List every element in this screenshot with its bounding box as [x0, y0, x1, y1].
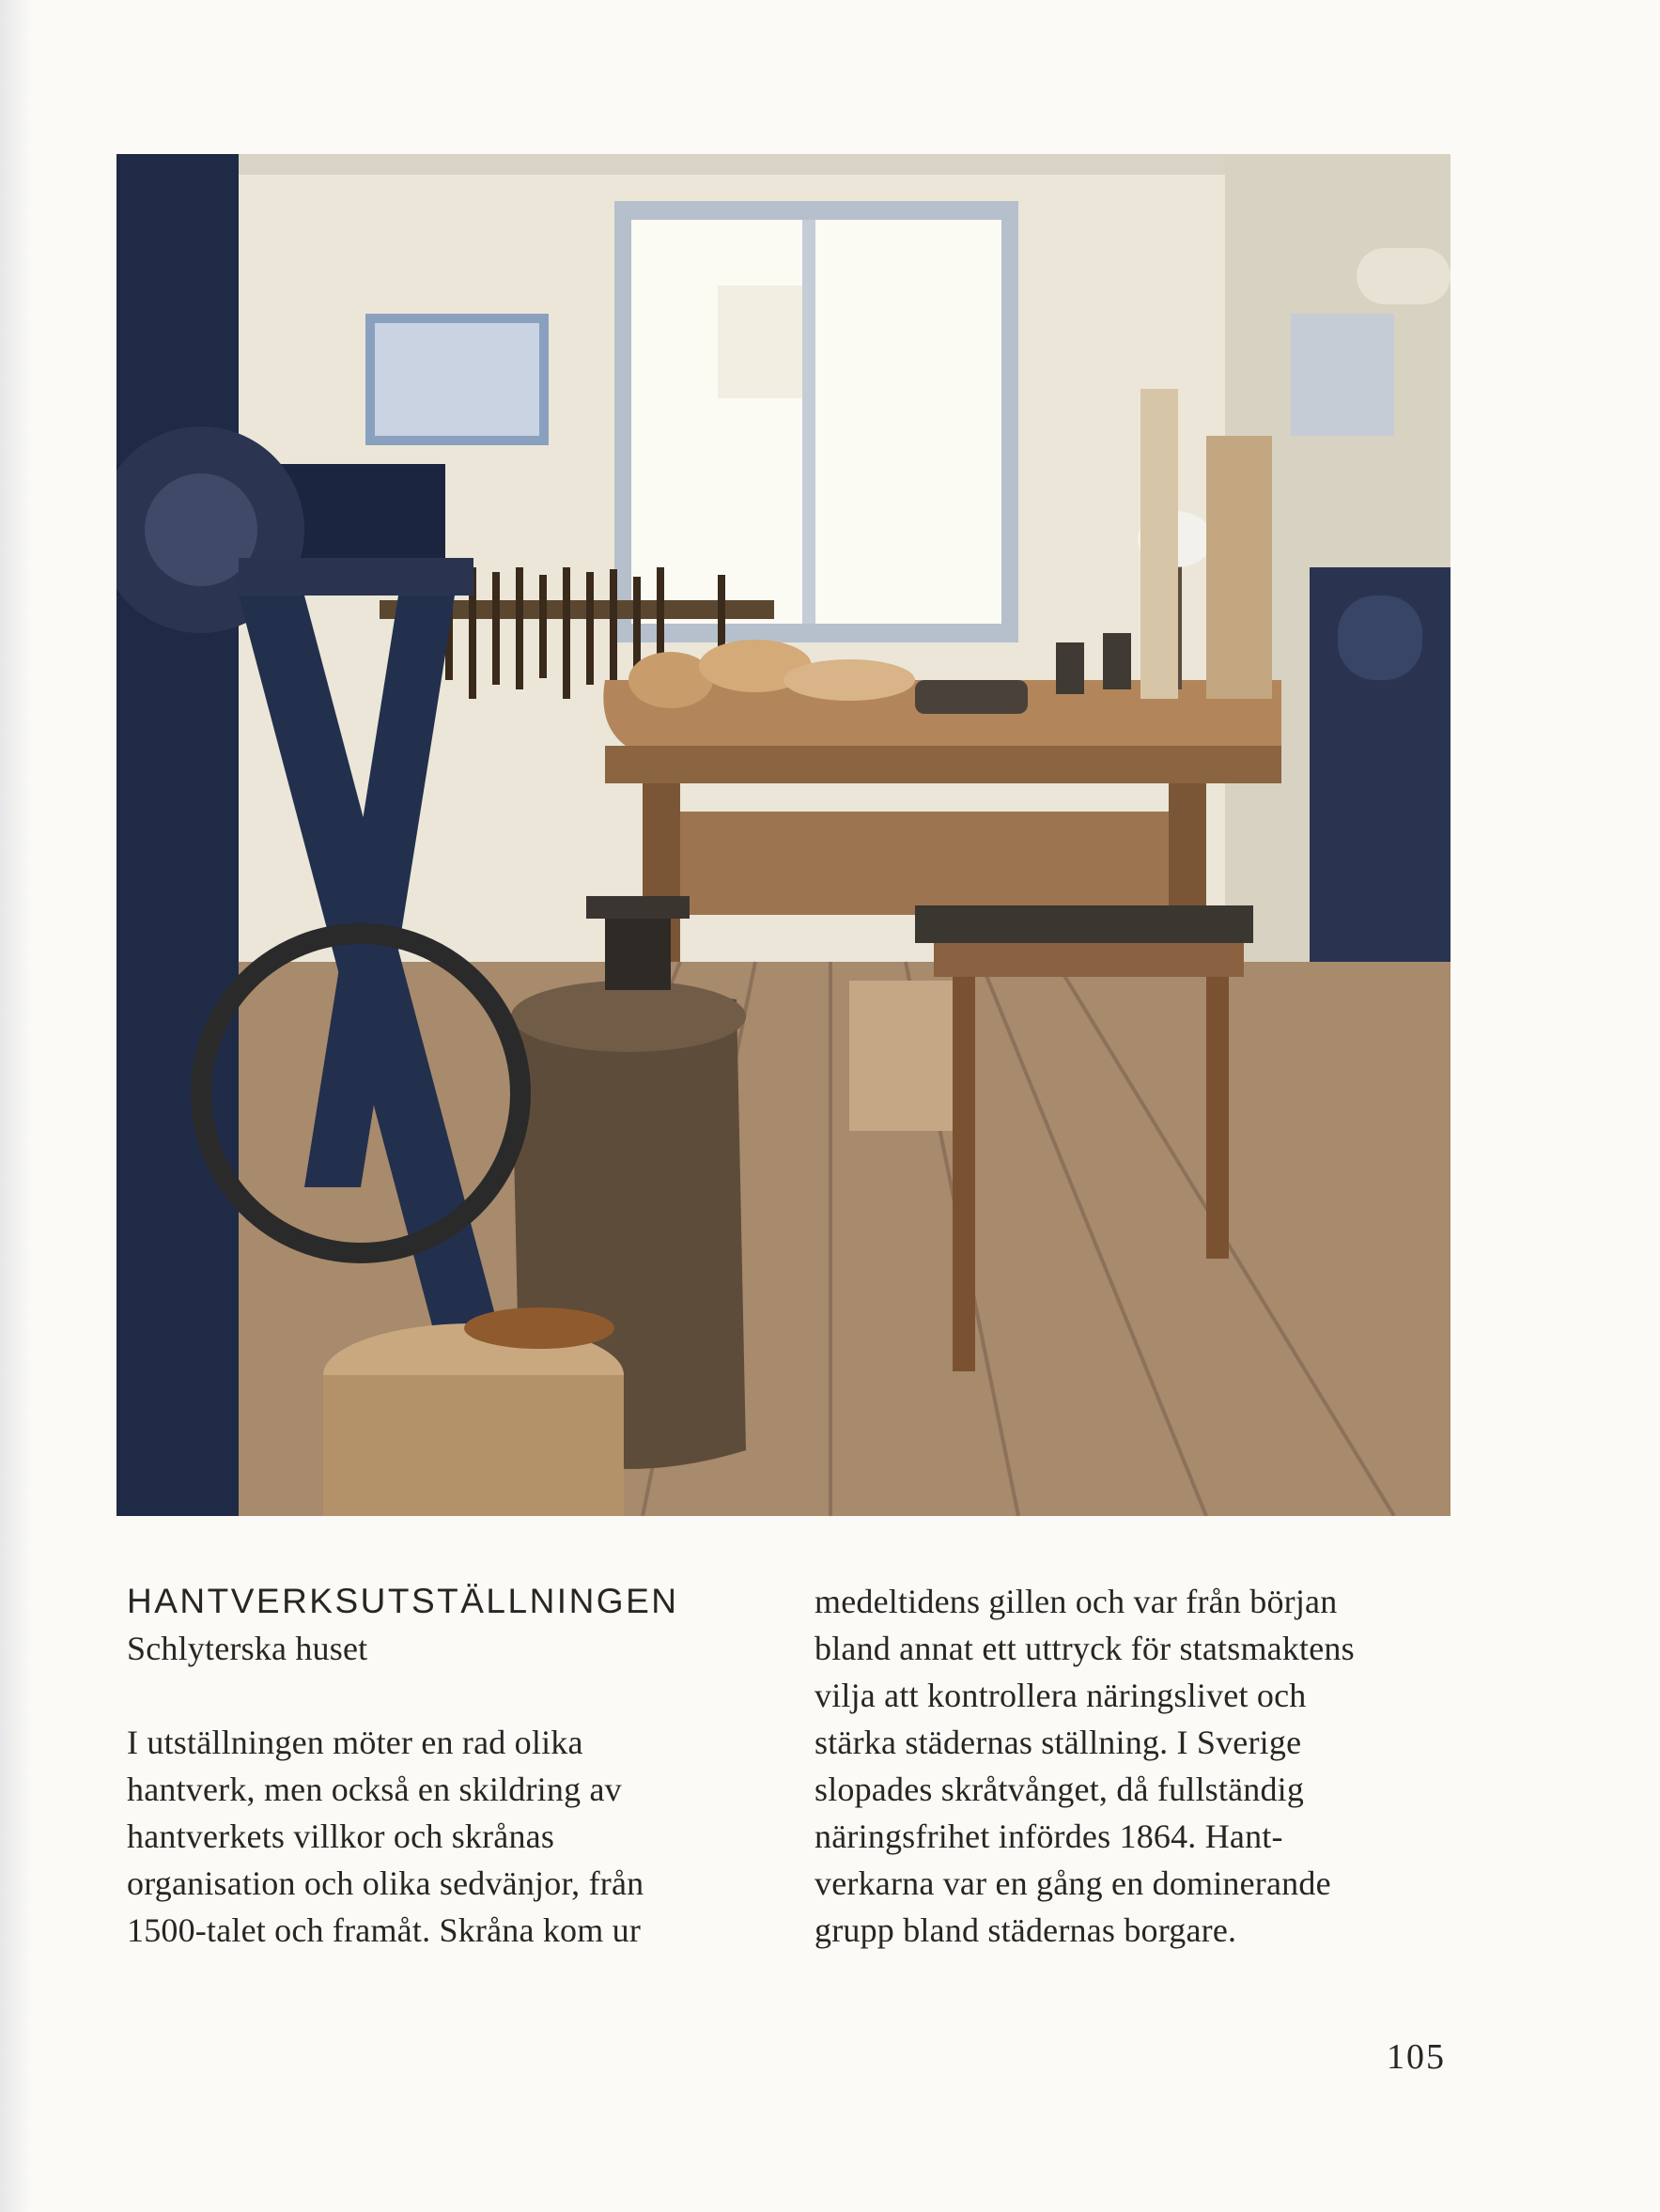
- right-paragraph-line: slopades skråtvånget, då fullständig: [814, 1771, 1305, 1808]
- page-number: 105: [1387, 2037, 1446, 2077]
- left-paragraph-line: hantverk, men också en skildring av: [127, 1771, 622, 1808]
- right-paragraph-line: vilja att kontrollera näringslivet och: [814, 1677, 1307, 1714]
- workshop-photo-illustration: [116, 154, 1451, 1516]
- left-paragraph-line: 1500-talet och framåt. Skråna kom ur: [127, 1911, 642, 1949]
- right-paragraph: [814, 1578, 1453, 1954]
- section-subheading: Schlyterska huset: [127, 1630, 368, 1667]
- right-paragraph-line: näringsfrihet infördes 1864. Hant-: [814, 1818, 1283, 1855]
- section-heading: HANTVERKSUTSTÄLLNINGEN: [127, 1582, 679, 1620]
- right-paragraph-line: bland annat ett uttryck för statsmaktens: [814, 1630, 1355, 1667]
- right-paragraph-line: medeltidens gillen och var från början: [814, 1583, 1338, 1620]
- right-paragraph-line: stärka städernas ställning. I Sverige: [814, 1724, 1302, 1761]
- left-paragraph-line: I utställningen möter en rad olika: [127, 1724, 583, 1761]
- right-paragraph-line: verkarna var en gång en dominerande: [814, 1864, 1331, 1902]
- left-paragraph: [127, 1719, 766, 1954]
- page-gutter-shadow: [0, 0, 32, 2212]
- left-text-column: [127, 1578, 766, 1954]
- workshop-photo: [116, 154, 1451, 1516]
- right-paragraph-line: grupp bland städernas borgare.: [814, 1911, 1237, 1949]
- right-text-column: [814, 1578, 1453, 1954]
- left-paragraph-line: hantverkets villkor och skrånas: [127, 1818, 555, 1855]
- left-paragraph-line: organisation och olika sedvänjor, från: [127, 1864, 644, 1902]
